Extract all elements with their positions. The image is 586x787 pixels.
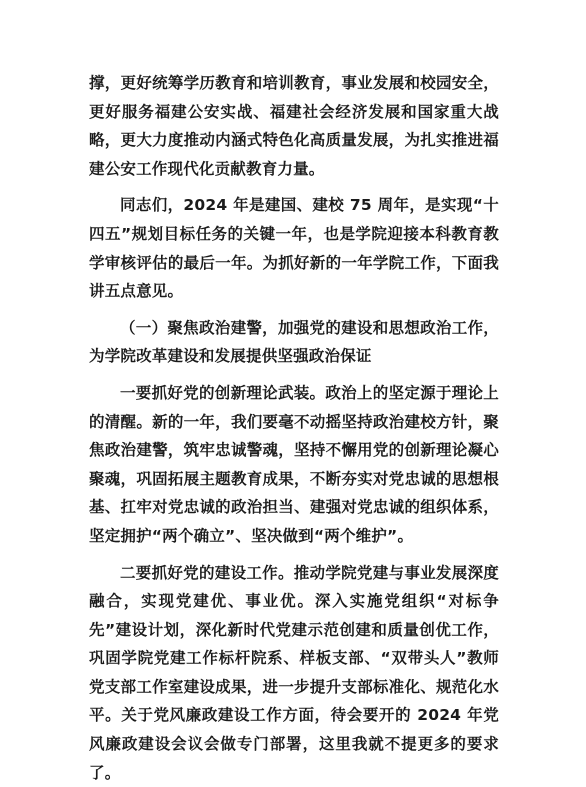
heading-text: （一）聚焦政治建警，加强党的建设和思想政治工作，为学院改革建设和发展提供坚强政治保证	[89, 319, 499, 366]
paragraph-gap	[89, 371, 499, 379]
paragraph-opening-remarks	[89, 191, 499, 305]
paragraph-intro-continuation	[89, 69, 499, 183]
paragraph-text: 推动学院党建与事业发展深度融合，实现党建优、事业优。深入实施党组织“对标争先”建设计划，深化新时代党建示范创建和质量创优工作，巩固学院党建工作标杆院系、样板支部、“双带头人”教师党支部工作室建设成果，进一步提升支部标准化、规范化水平。关于党风廉政建设工作方面，待会要开的 2024 年党风廉政建设会议会做专门部署，这里我就不提更多的要求了。	[89, 564, 499, 782]
paragraph-text: 同志们，2024 年是建国、建校 75 周年，是实现“十四五”规划目标任务的关键一年，也是学院迎接本科教育教学审核评估的最后一年。为抓好新的一年学院工作，下面我讲五点意见。	[89, 196, 499, 300]
paragraph-point-one	[89, 379, 499, 551]
paragraph-gap	[89, 183, 499, 191]
point-lead: 一要抓好党的创新理论武装。	[120, 384, 325, 402]
paragraph-gap	[89, 306, 499, 314]
paragraph-gap	[89, 551, 499, 559]
point-lead: 二要抓好党的建设工作。	[120, 564, 294, 582]
paragraph-text: 撑，更好统筹学历教育和培训教育，事业发展和校园安全，更好服务福建公安实战、福建社会经济发展和国家重大战略，更大力度推动内涵式特色化高质量发展，为扎实推进福建公安工作现代化贡献教育力量。	[89, 74, 499, 178]
paragraph-text: 政治上的坚定源于理论上的清醒。新的一年，我们要毫不动摇坚持政治建校方针，聚焦政治建警，筑牢忠诚警魂，坚持不懈用党的创新理论凝心聚魂，巩固拓展主题教育成果，不断夯实对党忠诚的思想根基、扛牢对党忠诚的政治担当、建强对党忠诚的组织体系，坚定拥护“两个确立”、坚决做到“两个维护”。	[89, 384, 499, 545]
document-body	[89, 69, 499, 787]
paragraph-point-two	[89, 559, 499, 787]
section-heading-one	[89, 314, 499, 371]
